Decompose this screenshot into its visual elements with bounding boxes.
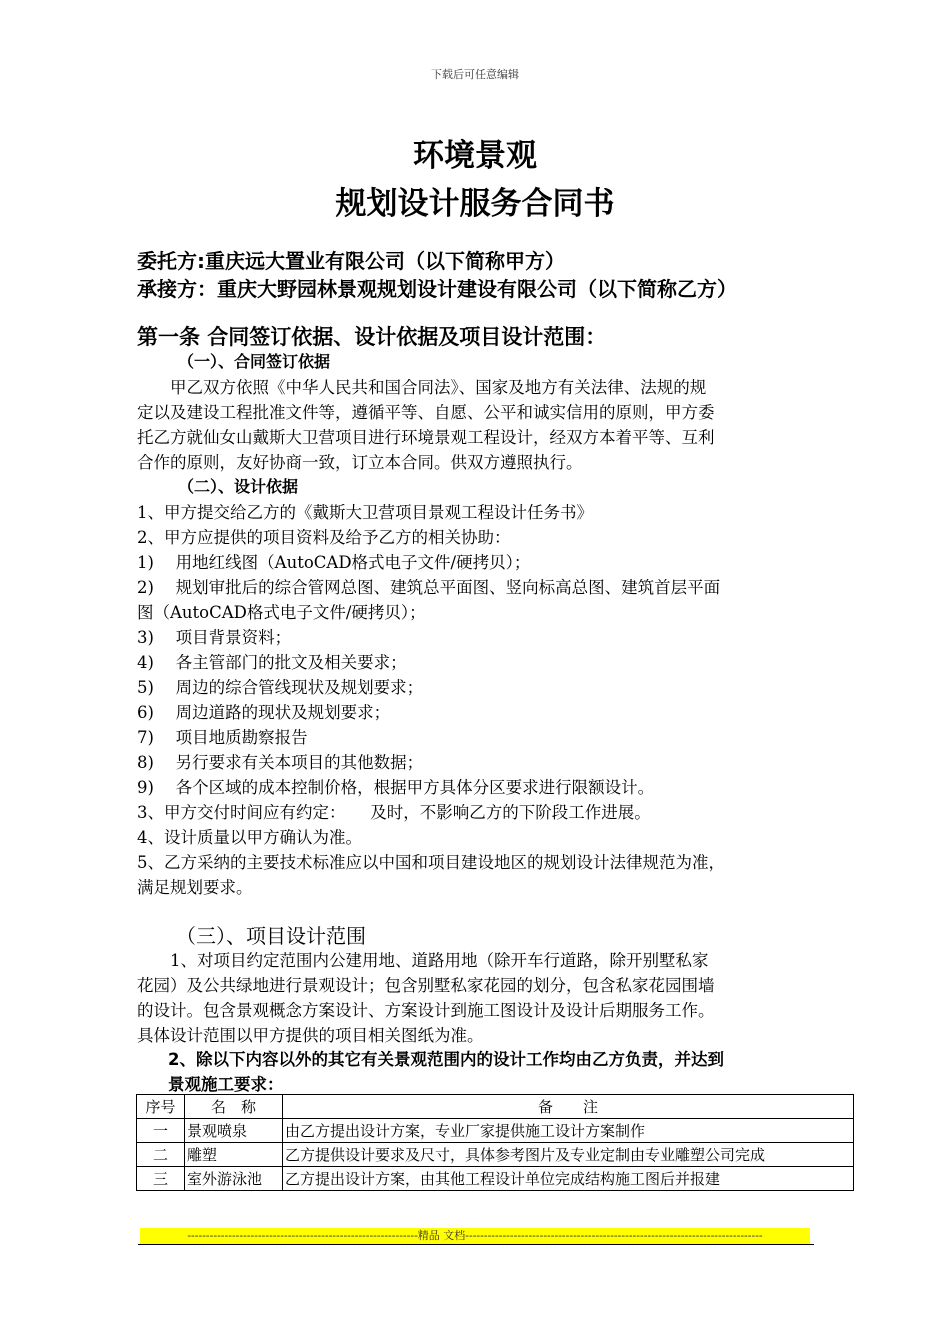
section1-line: 托乙方就仙女山戴斯大卫营项目进行环境景观工程设计，经双方本着平等、互利 [137,428,715,447]
table-cell: 乙方提供设计要求及尺寸，具体参考图片及专业定制由专业雕塑公司完成 [283,1143,854,1167]
section2-line: 9) 各个区域的成本控制价格，根据甲方具体分区要求进行限额设计。 [137,778,655,797]
section2-heading: （二）、设计依据 [178,477,299,496]
section2-line: 2、甲方应提供的项目资料及给予乙方的相关协助： [137,528,511,547]
document-title-line2: 规划设计服务合同书 [335,186,615,222]
section2-line: 5、乙方采纳的主要技术标准应以中国和项目建设地区的规划设计法律规范为准， [137,853,725,872]
section2-line: 4) 各主管部门的批文及相关要求； [137,653,407,672]
section3-line: 具体设计范围以甲方提供的项目相关图纸为准。 [137,1026,484,1045]
section2-line: 5) 周边的综合管线现状及规划要求； [137,678,424,697]
table-row [137,1167,854,1191]
section2-line: 2) 规划审批后的综合管网总图、建筑总平面图、竖向标高总图、建筑首层平面 [137,578,721,597]
table-header-cell: 备 注 [283,1095,854,1119]
table-row [137,1143,854,1167]
contractor-party: 承接方：重庆大野园林景观规划设计建设有限公司（以下简称乙方） [137,277,737,301]
section2-line: 1、甲方提交给乙方的《戴斯大卫营项目景观工程设计任务书》 [137,503,593,522]
table-row [137,1119,854,1143]
table-cell: 雕塑 [185,1143,283,1167]
table-header-row [137,1095,854,1119]
section3-bold-line: 景观施工要求： [168,1075,284,1094]
section2-line: 1) 用地红线图（AutoCAD格式电子文件/硬拷贝）； [137,553,531,572]
section1-line: 合作的原则，友好协商一致，订立本合同。供双方遵照执行。 [137,453,583,472]
section2-line: 3、甲方交付时间应有约定： 及时，不影响乙方的下阶段工作进展。 [137,803,651,822]
section2-line: 图（AutoCAD格式电子文件/硬拷贝）； [137,603,426,622]
section1-line: 定以及建设工程批准文件等，遵循平等、自愿、公平和诚实信用的原则，甲方委 [137,403,715,422]
client-party: 委托方:重庆远大置业有限公司（以下简称甲方） [137,249,565,273]
section2-line: 3) 项目背景资料； [137,628,292,647]
section3-line: 的设计。包含景观概念方案设计、方案设计到施工图设计及设计后期服务工作。 [137,1001,715,1020]
table-cell: 室外游泳池 [185,1167,283,1191]
table-cell: 三 [137,1167,185,1191]
article1-heading: 第一条 合同签订依据、设计依据及项目设计范围： [137,325,607,349]
section1-line: 甲乙双方依照《中华人民共和国合同法》、国家及地方有关法律、法规的规 [137,378,707,397]
section2-line: 4、设计质量以甲方确认为准。 [137,828,362,847]
section2-line: 6) 周边道路的现状及规划要求； [137,703,391,722]
section3-heading: （三）、项目设计范围 [176,924,366,948]
table-header-cell: 序号 [137,1095,185,1119]
table-cell: 乙方提出设计方案，由其他工程设计单位完成结构施工图后并报建 [283,1167,854,1191]
footer-text: --------------------------------------------------------------精品 文档-------------------------------------------------------------------------------- [187,1229,763,1242]
table-cell: 景观喷泉 [185,1119,283,1143]
document-title-line1: 环境景观 [413,138,537,174]
table-cell: 一 [137,1119,185,1143]
section3-line: 花园）及公共绿地进行景观设计；包含别墅私家花园的划分，包含私家花园围墙 [137,976,715,995]
section2-line: 8) 另行要求有关本项目的其他数据； [137,753,424,772]
section1-heading: （一）、合同签订依据 [178,352,331,371]
section3-bold-line: 2、除以下内容以外的其它有关景观范围内的设计工作均由乙方负责，并达到 [168,1050,724,1069]
section2-line: 满足规划要求。 [137,878,253,897]
header-note: 下载后可任意编辑 [431,68,519,81]
table-cell: 二 [137,1143,185,1167]
section3-line: 1、对项目约定范围内公建用地、道路用地（除开车行道路，除开别墅私家 [137,951,709,970]
section2-line: 7) 项目地质勘察报告 [137,728,308,747]
table-header-cell: 名 称 [185,1095,283,1119]
table-cell: 由乙方提出设计方案，专业厂家提供施工设计方案制作 [283,1119,854,1143]
exclusions-table [136,1094,854,1191]
footer-divider [138,1244,814,1245]
